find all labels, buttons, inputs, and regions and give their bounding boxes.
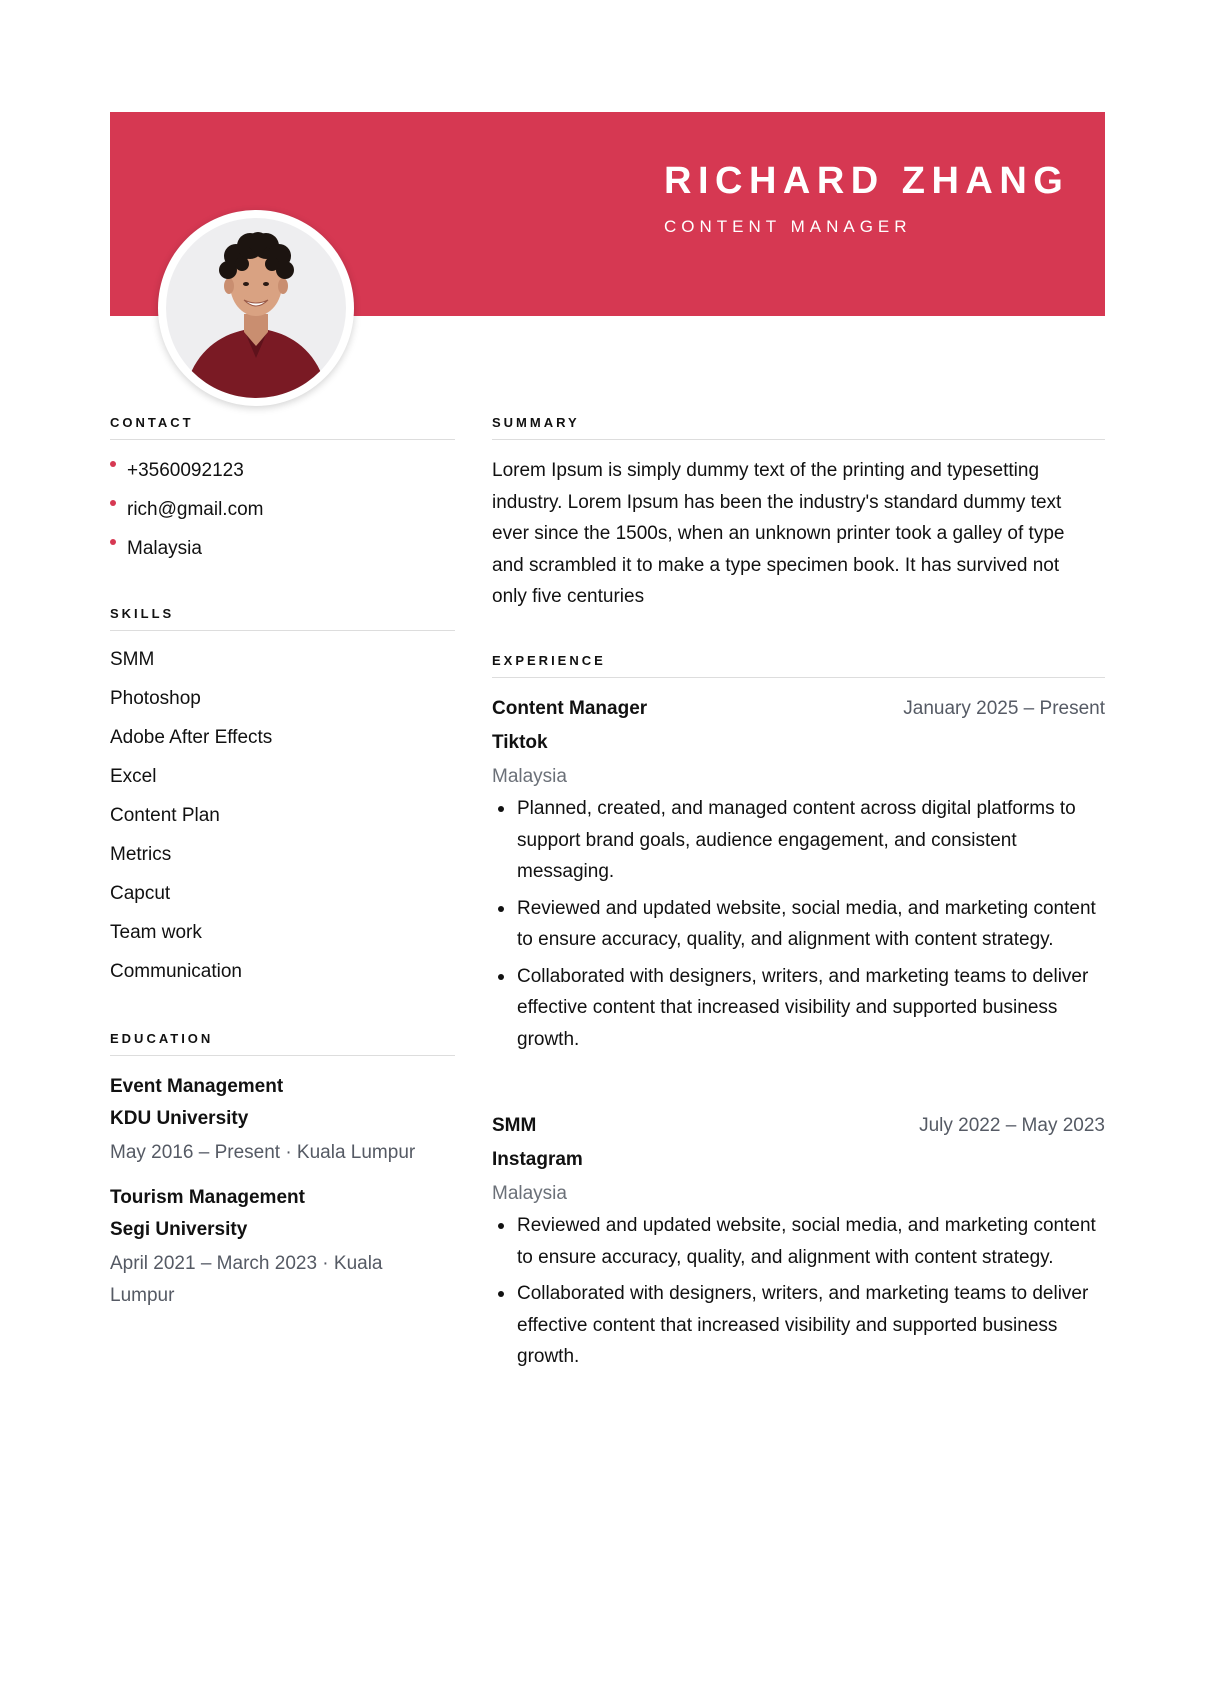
bullet-dot-icon (110, 461, 116, 467)
experience-entry (492, 693, 1105, 1060)
skill-item: Communication (110, 961, 242, 982)
job-bullet (492, 1210, 1105, 1273)
education-school: Segi University (110, 1219, 248, 1240)
job-bullet (492, 1278, 1105, 1373)
job-dates: January 2025 – Present (903, 698, 1105, 719)
skill-item: Team work (110, 922, 202, 943)
education-degree: Tourism Management (110, 1187, 305, 1208)
contact-divider (110, 439, 455, 440)
skills-divider (110, 630, 455, 631)
job-bullet-text: Planned, created, and managed content across digital platforms to support brand goals, audience engagement, and consistent messaging. (517, 798, 1076, 882)
education-degree: Event Management (110, 1076, 284, 1097)
summary-divider (492, 439, 1105, 440)
bullet-dot-icon (110, 539, 116, 545)
skills-list (110, 644, 272, 995)
bullet-dot-icon (110, 500, 116, 506)
experience-header (492, 1110, 1105, 1144)
profile-photo-frame (158, 210, 354, 406)
contact-list (110, 455, 263, 572)
job-bullets (492, 793, 1105, 1055)
experience-divider (492, 677, 1105, 678)
bullet-dot-icon (498, 974, 504, 980)
job-company: Instagram (492, 1149, 583, 1170)
education-entry (110, 1071, 460, 1169)
job-bullet-text: Collaborated with designers, writers, and marketing teams to deliver effective content that increased visibility and supported business growth. (517, 1283, 1089, 1367)
job-bullets (492, 1210, 1105, 1373)
job-role: SMM (492, 1115, 537, 1136)
experience-header (492, 693, 1105, 727)
skill-item: SMM (110, 649, 155, 670)
profile-photo (166, 218, 346, 398)
skills-heading: SKILLS (110, 606, 175, 621)
skill-item: Adobe After Effects (110, 727, 273, 748)
skill-item: Content Plan (110, 805, 220, 826)
job-location: Malaysia (492, 766, 567, 787)
bullet-dot-icon (498, 806, 504, 812)
job-bullet-text: Reviewed and updated website, social media, and marketing content to ensure accuracy, quality, and alignment with content strategy. (517, 1215, 1096, 1268)
bullet-dot-icon (498, 1223, 504, 1229)
job-bullet-text: Reviewed and updated website, social media, and marketing content to ensure accuracy, quality, and alignment with content strategy. (517, 897, 1096, 950)
education-meta: May 2016 – Present · Kuala Lumpur (110, 1142, 416, 1163)
contact-heading: CONTACT (110, 415, 194, 430)
education-heading: EDUCATION (110, 1031, 214, 1046)
job-company: Tiktok (492, 732, 548, 753)
contact-phone[interactable] (110, 455, 263, 494)
education-divider (110, 1055, 455, 1056)
bullet-dot-icon (498, 906, 504, 912)
job-bullet (492, 961, 1105, 1056)
skill-item: Photoshop (110, 688, 201, 709)
summary-text: Lorem Ipsum is simply dummy text of the printing and typesetting industry. Lorem Ipsum has been the industry's standard dummy text ever since the 1500s, when an unknown printer took a galley of type and scrambled it to make a type specimen book. It has survived not only five centuries (492, 460, 1065, 607)
education-school: KDU University (110, 1108, 249, 1129)
contact-location-value: Malaysia (127, 538, 202, 559)
job-role: Content Manager (492, 698, 648, 719)
bullet-dot-icon (498, 1291, 504, 1297)
candidate-name: RICHARD ZHANG (664, 160, 1070, 202)
job-bullet (492, 793, 1105, 888)
job-location: Malaysia (492, 1183, 567, 1204)
contact-email[interactable] (110, 494, 263, 533)
contact-email-value: rich@gmail.com (127, 499, 264, 520)
summary-heading: SUMMARY (492, 415, 580, 430)
contact-phone-value: +3560092123 (127, 460, 244, 481)
candidate-title: CONTENT MANAGER (664, 217, 912, 236)
skill-item: Capcut (110, 883, 171, 904)
job-dates: July 2022 – May 2023 (919, 1115, 1105, 1136)
contact-location (110, 533, 263, 572)
education-meta: April 2021 – March 2023 · Kuala Lumpur (110, 1253, 383, 1306)
experience-entry (492, 1110, 1105, 1378)
skill-item: Metrics (110, 844, 172, 865)
job-bullet (492, 893, 1105, 956)
job-bullet-text: Collaborated with designers, writers, and marketing teams to deliver effective content that increased visibility and supported business growth. (517, 965, 1089, 1050)
education-entry (110, 1182, 410, 1312)
experience-heading: EXPERIENCE (492, 653, 606, 668)
skill-item: Excel (110, 766, 157, 787)
